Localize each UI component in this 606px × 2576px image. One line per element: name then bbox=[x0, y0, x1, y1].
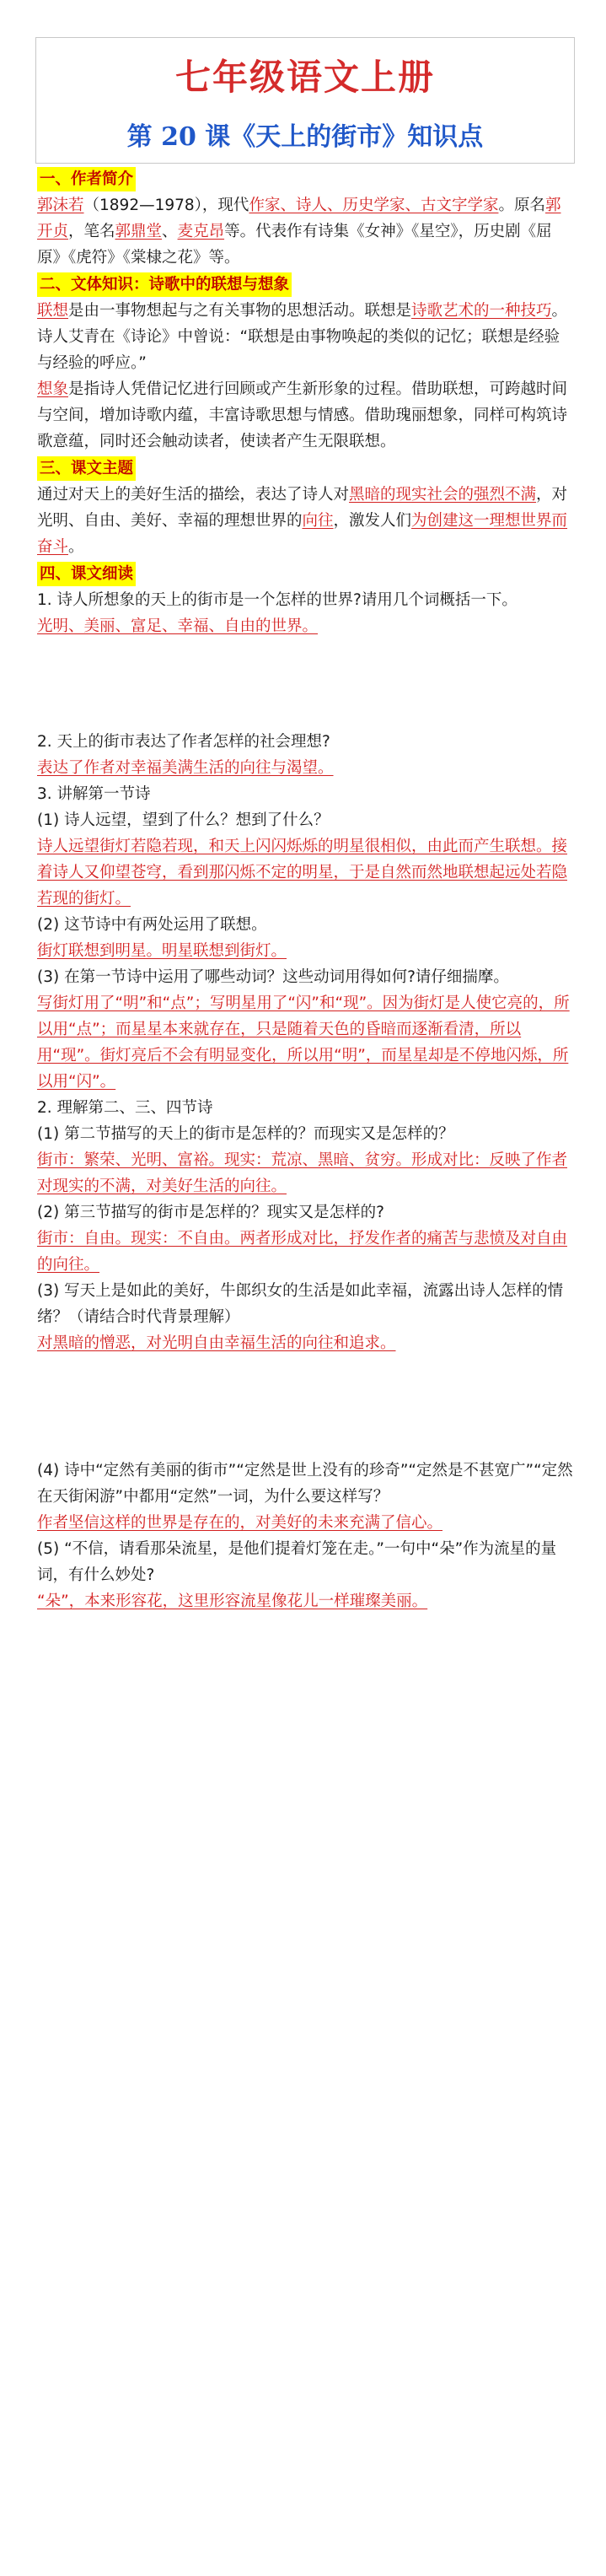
theme-highlight-1: 黑暗的现实社会的强烈不满 bbox=[349, 486, 537, 504]
author-roles: 作家、诗人、历史学家、古文字学家 bbox=[249, 197, 499, 214]
answer-3-1: 诗人远望街灯若隐若现，和天上闪闪烁烁的明星很相似，由此而产生联想。接着诗人又仰望苍穹，看到那闪烁不定的明星，于是自然而然地联想起远处若隐若现的街灯。 bbox=[37, 838, 568, 908]
answer-4-1: 街市：繁荣、光明、富裕。现实：荒凉、黑暗、贫穷。形成对比：反映了作者对现实的不满，对美好生活的向往。 bbox=[37, 1151, 568, 1195]
term-imagination: 想象 bbox=[37, 380, 69, 398]
answer-3-2: 街灯联想到明星。明星联想到街灯。 bbox=[37, 942, 287, 960]
answer-1: 光明、美丽、富足、幸福、自由的世界。 bbox=[37, 617, 319, 635]
answer-2: 表达了作者对幸福美满生活的向往与渴望。 bbox=[37, 759, 334, 777]
term-association: 联想 bbox=[37, 302, 69, 320]
author-name: 郭沫若 bbox=[37, 197, 84, 214]
answer-4-3: 对黑暗的憎恶，对光明自由幸福生活的向往和追求。 bbox=[37, 1334, 396, 1352]
pen-name-2: 麦克昂 bbox=[177, 223, 225, 240]
question-3: 3. 讲解第一节诗 bbox=[37, 785, 151, 803]
association-paragraph: 联想是由一事物想起与之有关事物的思想活动。联想是诗歌艺术的一种技巧。诗人艾青在《诗论》中曾说：“联想是由事物唤起的类似的记忆；联想是经验与经验的呼应。” bbox=[37, 302, 568, 372]
content bbox=[37, 165, 573, 1614]
section-heading: 二、文体知识：诗歌中的联想与想象 bbox=[37, 272, 292, 297]
section-heading: 三、课文主题 bbox=[37, 456, 136, 481]
theme-highlight-3: 为创建这一理想世界而奋斗 bbox=[37, 512, 568, 556]
section-theme bbox=[37, 455, 573, 482]
answer-4-4: 作者坚信这样的世界是存在的，对美好的未来充满了信心。 bbox=[37, 1514, 443, 1532]
pen-name-1: 郭鼎堂 bbox=[115, 223, 163, 240]
question-4-2: (2) 第三节描写的街市是怎样的？现实又是怎样的? bbox=[37, 1204, 384, 1221]
answer-3-3: 写街灯用了“明”和“点”；写明星用了“闪”和“现”。因为街灯是人使它亮的，所以用“点”；而星星本来就存在，只是随着天色的昏暗而逐渐看清，所以用“现”。街灯亮后不会有明显变化，所以用“明”，而星星却是不停地闪烁，所以用“闪”。 bbox=[37, 994, 570, 1091]
highlight-technique: 诗歌艺术的一种技巧 bbox=[411, 302, 552, 320]
question-3-1: (1) 诗人远望，望到了什么？想到了什么？ bbox=[37, 811, 330, 829]
question-3-3: (3) 在第一节诗中运用了哪些动词？这些动词用得如何?请仔细揣摩。 bbox=[37, 968, 509, 986]
original-name: 郭开贞 bbox=[37, 197, 561, 240]
question-4-5: (5) “不信，请看那朵流星，是他们提着灯笼在走。”一句中“朵”作为流星的量词，有什么妙处? bbox=[37, 1540, 557, 1584]
question-3-2: (2) 这节诗中有两处运用了联想。 bbox=[37, 916, 267, 934]
author-paragraph: 郭沫若（1892—1978），现代作家、诗人、历史学家、古文字学家。原名郭开贞，笔名郭鼎堂、麦克昂等。代表作有诗集《女神》《星空》，历史剧《屈原》《虎符》《棠棣之花》等。 bbox=[37, 197, 561, 267]
section-heading: 一、作者简介 bbox=[37, 167, 136, 191]
answer-4-5: “朵”，本来形容花，这里形容流星像花儿一样璀璨美丽。 bbox=[37, 1592, 428, 1610]
theme-paragraph: 通过对天上的美好生活的描绘，表达了诗人对黑暗的现实社会的强烈不满，对光明、自由、美好、幸福的理想世界的向往，激发人们为创建这一理想世界而奋斗。 bbox=[37, 486, 568, 556]
imagination-paragraph: 想象是指诗人凭借记忆进行回顾或产生新形象的过程。借助联想，可跨越时间与空间，增加诗歌内蕴，丰富诗歌思想与情感。借助瑰丽想象，同样可构筑诗歌意蕴，同时还会触动读者，使读者产生无限联想。 bbox=[37, 380, 568, 450]
blank-space bbox=[37, 639, 573, 729]
question-2: 2. 天上的街市表达了作者怎样的社会理想? bbox=[37, 733, 330, 751]
section-close-reading bbox=[37, 560, 573, 587]
section-genre bbox=[37, 271, 573, 298]
section-author bbox=[37, 165, 573, 192]
question-1: 1. 诗人所想象的天上的街市是一个怎样的世界?请用几个词概括一下。 bbox=[37, 591, 518, 609]
theme-highlight-2: 向往 bbox=[302, 512, 334, 530]
blank-space bbox=[37, 1356, 573, 1458]
lesson-subtitle: 第 20 课《天上的街市》知识点 bbox=[126, 122, 484, 152]
answer-4-2: 街市：自由。现实：不自由。两者形成对比，抒发作者的痛苦与悲愤及对自由的向往。 bbox=[37, 1230, 568, 1274]
section-heading: 四、课文细读 bbox=[37, 562, 136, 586]
page-title: 七年级语文上册 bbox=[174, 57, 435, 98]
question-4-3: (3) 写天上是如此的美好，牛郎织女的生活是如此幸福，流露出诗人怎样的情绪？（请结合时代背景理解） bbox=[37, 1282, 564, 1326]
question-4-4: (4) 诗中“定然有美丽的街市”“定然是世上没有的珍奇”“定然是不甚宽广”“定然在天街闲游”中都用“定然”一词，为什么要这样写？ bbox=[37, 1462, 573, 1506]
question-4-1: (1) 第二节描写的天上的街市是怎样的？而现实又是怎样的？ bbox=[37, 1125, 454, 1143]
title-box bbox=[35, 37, 575, 164]
question-4: 2. 理解第二、三、四节诗 bbox=[37, 1099, 213, 1117]
